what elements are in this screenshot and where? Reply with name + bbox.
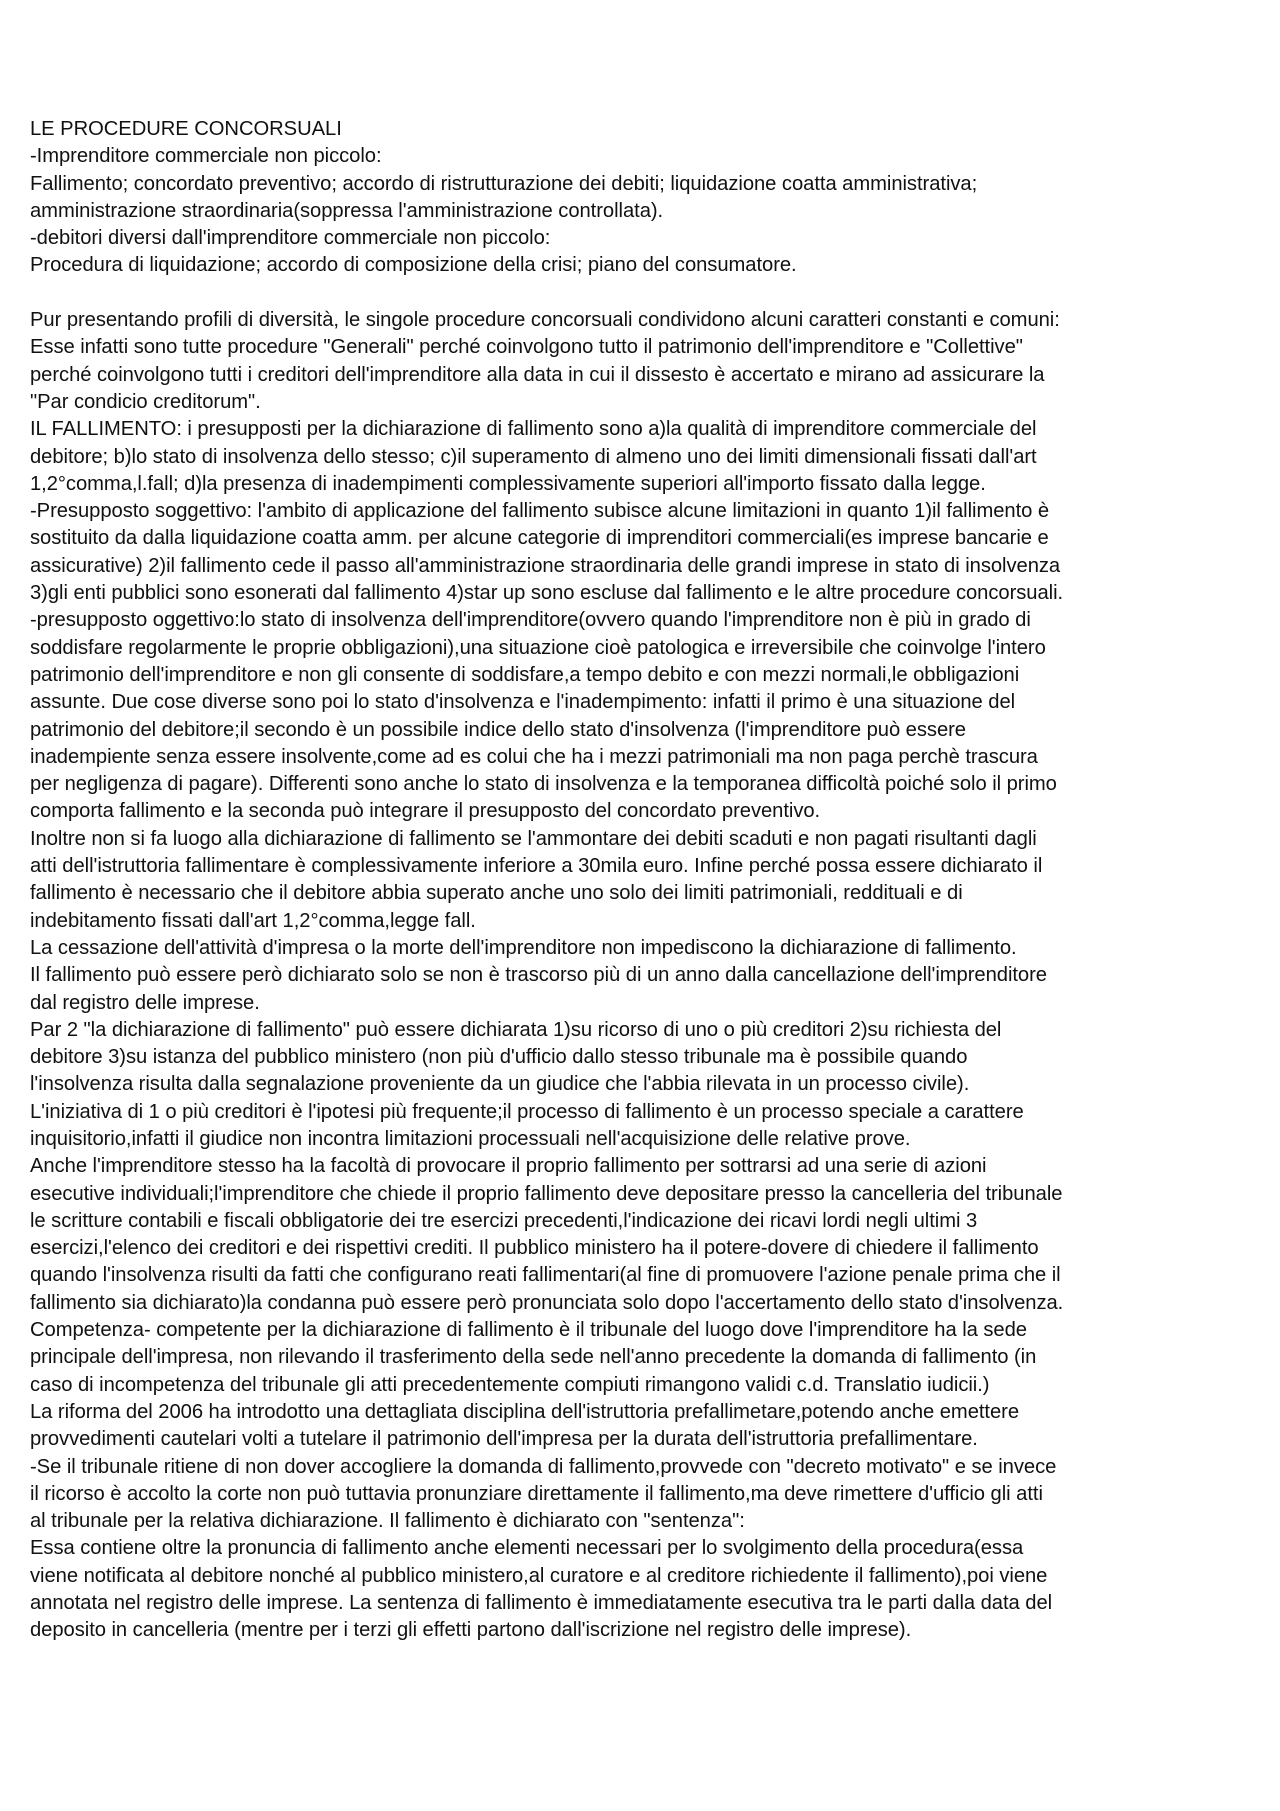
text-line: annotata nel registro delle imprese. La sentenza di fallimento è immediatamente esecutiva tra le parti dalla data del (30, 1592, 1053, 1615)
text-line: deposito in cancelleria (mentre per i terzi gli effetti partono dall'iscrizione nel registro delle imprese). (30, 1619, 912, 1642)
text-line: Par 2 "la dichiarazione di fallimento" può essere dichiarata 1)su ricorso di uno o più creditori 2)su richiesta del (30, 1018, 1002, 1041)
text-line: caso di incompetenza del tribunale gli atti precedentemente compiuti rimangono validi c.d. Translatio iudicii.) (30, 1373, 990, 1396)
text-line: Procedura di liquidazione; accordo di composizione della crisi; piano del consumatore. (30, 254, 797, 277)
text-line: IL FALLIMENTO: i presupposti per la dichiarazione di fallimento sono a)la qualità di imprenditore commerciale del (30, 418, 1037, 441)
text-line: perché coinvolgono tutti i creditori dell'imprenditore alla data in cui il dissesto è accertato e mirano ad assicurare la (30, 363, 1045, 386)
text-line: inadempiente senza essere insolvente,come ad es colui che ha i mezzi patrimoniali ma non paga perchè trascura (30, 745, 1038, 768)
text-line: -Se il tribunale ritiene di non dover accogliere la domanda di fallimento,provvede con "decreto motivato" e se invece (30, 1455, 1057, 1478)
text-line: assunte. Due cose diverse sono poi lo stato d'insolvenza e l'inadempimento: infatti il primo è una situazione del (30, 691, 1016, 714)
text-line: soddisfare regolarmente le proprie obbligazioni),una situazione cioè patologica e irreversibile che coinvolge l'intero (30, 636, 1046, 659)
text-line: Fallimento; concordato preventivo; accordo di ristrutturazione dei debiti; liquidazione coatta amministrativa; (30, 172, 978, 195)
text-line: patrimonio del debitore;il secondo è un possibile indice dello stato d'insolvenza (l'imprenditore può essere (30, 718, 966, 741)
text-line: Il fallimento può essere però dichiarato solo se non è trascorso più di un anno dalla cancellazione dell'imprenditore (30, 964, 1047, 987)
text-line: Esse infatti sono tutte procedure "Generali" perché coinvolgono tutto il patrimonio dell'imprenditore e "Collettive" (30, 336, 1023, 359)
text-line: L'iniziativa di 1 o più creditori è l'ipotesi più frequente;il processo di fallimento è un processo speciale a carattere (30, 1100, 1024, 1123)
text-line: "Par condicio creditorum". (30, 390, 261, 413)
text-line: -presupposto oggettivo:lo stato di insolvenza dell'imprenditore(ovvero quando l'imprenditore non è più in grado di (30, 609, 1031, 632)
text-line: esercizi,l'elenco dei creditori e dei rispettivi crediti. Il pubblico ministero ha il potere-dovere di chiedere il fallimento (30, 1237, 1039, 1260)
blank-line (30, 280, 1255, 307)
text-line: fallimento è necessario che il debitore abbia superato anche uno solo dei limiti patrimoniali, reddituali e di (30, 882, 963, 905)
text-line: 1,2°comma,l.fall; d)la presenza di inadempimenti complessivamente superiori all'importo fissato dalla legge. (30, 472, 986, 495)
text-line: al tribunale per la relativa dichiarazione. Il fallimento è dichiarato con "sentenza": (30, 1510, 745, 1533)
text-line: -debitori diversi dall'imprenditore commerciale non piccolo: (30, 227, 551, 250)
text-line: Competenza- competente per la dichiarazione di fallimento è il tribunale del luogo dove l'imprenditore ha la sede (30, 1319, 1027, 1342)
text-line: inquisitorio,infatti il giudice non incontra limitazioni processuali nell'acquisizione delle relative prove. (30, 1127, 911, 1150)
text-line: Pur presentando profili di diversità, le singole procedure concorsuali condividono alcuni caratteri constanti e comuni: (30, 309, 1060, 332)
text-line: -Imprenditore commerciale non piccolo: (30, 145, 382, 168)
document-body (30, 116, 1255, 1645)
text-line: sostituito da dalla liquidazione coatta amm. per alcune categorie di imprenditori commerciali(es imprese bancarie e (30, 527, 1049, 550)
text-line: La riforma del 2006 ha introdotto una dettagliata disciplina dell'istruttoria prefallimetare,potendo anche emettere (30, 1400, 1020, 1423)
text-line: provvedimenti cautelari volti a tutelare il patrimonio dell'impresa per la durata dell'istruttoria prefallimentare. (30, 1428, 978, 1451)
text-line: per negligenza di pagare). Differenti sono anche lo stato di insolvenza e la temporanea difficoltà poiché solo il primo (30, 773, 1057, 796)
text-line: principale dell'impresa, non rilevando il trasferimento della sede nell'anno precedente la domanda di fallimento (in (30, 1346, 1037, 1369)
text-line: viene notificata al debitore nonché al pubblico ministero,al curatore e al creditore richiedente il fallimento),poi viene (30, 1564, 1048, 1587)
document-title: LE PROCEDURE CONCORSUALI (30, 118, 342, 140)
text-line: fallimento sia dichiarato)la condanna può essere però pronunciata solo dopo l'accertamento dello stato d'insolvenza. (30, 1291, 1064, 1314)
text-line: comporta fallimento e la seconda può integrare il presupposto del concordato preventivo. (30, 800, 821, 823)
text-line: Anche l'imprenditore stesso ha la facoltà di provocare il proprio fallimento per sottrarsi ad una serie di azioni (30, 1155, 987, 1178)
text-line: assicurative) 2)il fallimento cede il passo all'amministrazione straordinaria delle grandi imprese in stato di insolvenza (30, 554, 1061, 577)
text-line: debitore 3)su istanza del pubblico ministero (non più d'ufficio dallo stesso tribunale ma è possibile quando (30, 1046, 968, 1069)
text-line: atti dell'istruttoria fallimentare è complessivamente inferiore a 30mila euro. Infine perché possa essere dichiarato il (30, 855, 1043, 878)
text-line: patrimonio dell'imprenditore e non gli consente di soddisfare,a tempo debito e con mezzi normali,le obbligazioni (30, 663, 1020, 686)
text-line: amministrazione straordinaria(soppressa l'amministrazione controllata). (30, 199, 664, 222)
text-line: le scritture contabili e fiscali obbligatorie dei tre esercizi precedenti,l'indicazione dei ricavi lordi negli ultimi 3 (30, 1209, 978, 1232)
text-line: quando l'insolvenza risulti da fatti che configurano reati fallimentari(al fine di promuovere l'azione penale prima che il (30, 1264, 1061, 1287)
text-line: debitore; b)lo stato di insolvenza dello stesso; c)il superamento di almeno uno dei limiti dimensionali fissati dall'art (30, 445, 1037, 468)
text-line: il ricorso è accolto la corte non può tuttavia pronunziare direttamente il fallimento,ma deve rimettere d'ufficio gli atti (30, 1482, 1043, 1505)
text-line: l'insolvenza risulta dalla segnalazione proveniente da un giudice che l'abbia rilevata in un processo civile). (30, 1073, 970, 1096)
text-line: Inoltre non si fa luogo alla dichiarazione di fallimento se l'ammontare dei debiti scaduti e non pagati risultanti dagli (30, 827, 1037, 850)
text-line: indebitamento fissati dall'art 1,2°comma,legge fall. (30, 909, 476, 932)
text-line: Essa contiene oltre la pronuncia di fallimento anche elementi necessari per lo svolgimento della procedura(essa (30, 1537, 1024, 1560)
text-line: 3)gli enti pubblici sono esonerati dal fallimento 4)star up sono escluse dal fallimento e le altre procedure concorsuali. (30, 582, 1064, 605)
text-line: dal registro delle imprese. (30, 991, 260, 1014)
text-line: -Presupposto soggettivo: l'ambito di applicazione del fallimento subisce alcune limitazioni in quanto 1)il fallimento è (30, 500, 1050, 523)
text-line: esecutive individuali;l'imprenditore che chiede il proprio fallimento deve depositare presso la cancelleria del tribunale (30, 1182, 1063, 1205)
text-line: La cessazione dell'attività d'impresa o la morte dell'imprenditore non impediscono la dichiarazione di fallimento. (30, 936, 1017, 959)
